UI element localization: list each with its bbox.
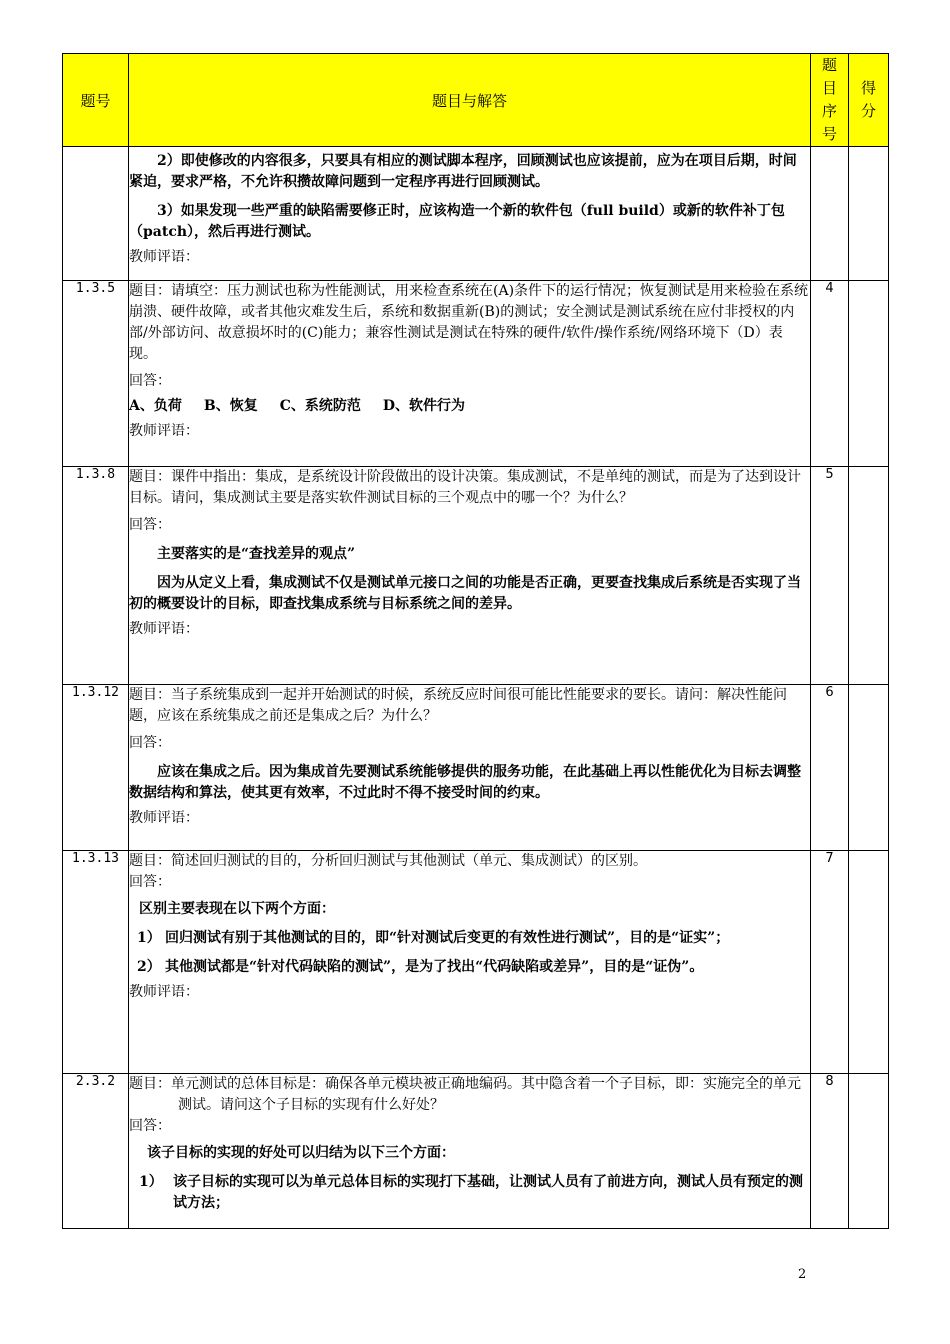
row-score (849, 147, 889, 281)
row-seq: 7 (811, 851, 849, 1074)
table-row (63, 851, 889, 1074)
row-seq: 4 (811, 281, 849, 467)
answer-label: 回答： (129, 517, 171, 533)
answer-text: 应该在集成之后。因为集成首先要测试系统能够提供的服务功能，在此基础上再以性能优化为目标去调整数据结构和算法，使其更有效率，不过此时不得不接受时间的约束。 (129, 764, 801, 801)
teacher-comment: 教师评语： (129, 423, 199, 439)
answer-text: 2）即使修改的内容很多，只要具有相应的测试脚本程序，回顾测试也应该提前，应为在项目后期，时间紧迫，要求严格，不允许积攒故障问题到一定程序再进行回顾测试。 (129, 153, 797, 190)
question-text: 题目：课件中指出：集成，是系统设计阶段做出的设计决策。集成测试，不是单纯的测试，而是为了达到设计目标。请问，集成测试主要是落实软件测试目标的三个观点中的哪一个？为什么？ (129, 469, 801, 506)
table-row (63, 1074, 889, 1229)
header-seq: 题 目 序 号 (811, 54, 849, 147)
table-row (63, 685, 889, 851)
row-content (129, 467, 811, 685)
header-row (63, 54, 889, 147)
teacher-comment: 教师评语： (129, 621, 199, 637)
row-score (849, 851, 889, 1074)
question-text: 题目：当子系统集成到一起并开始测试的时候，系统反应时间很可能比性能要求的要长。请问：解决性能问题，应该在系统集成之前还是集成之后？为什么？ (129, 687, 787, 724)
answer-label: 回答： (129, 1118, 171, 1134)
row-content (129, 281, 811, 467)
table-row (63, 467, 889, 685)
row-score (849, 467, 889, 685)
answer-list-item: 1） 该子目标的实现可以为单元总体目标的实现打下基础，让测试人员有了前进方向，测试人员有预定的测试方法； (139, 1174, 803, 1211)
row-score (849, 685, 889, 851)
teacher-comment: 教师评语： (129, 249, 199, 265)
teacher-comment: 教师评语： (129, 984, 199, 1000)
row-score (849, 281, 889, 467)
answer-list-item: 2） 其他测试都是“针对代码缺陷的测试”，是为了找出“代码缺陷或差异”，目的是“证伪”。 (137, 959, 704, 975)
table-row (63, 281, 889, 467)
row-seq: 8 (811, 1074, 849, 1229)
answer-text: 3）如果发现一些严重的缺陷需要修正时，应该构造一个新的软件包（full build）或新的软件补丁包（patch），然后再进行测试。 (129, 203, 785, 240)
question-text: 题目：单元测试的总体目标是：确保各单元模块被正确地编码。其中隐含着一个子目标，即：实施完全的单元测试。请问这个子目标的实现有什么好处？ (129, 1076, 801, 1113)
answer-label: 回答： (129, 874, 171, 890)
row-seq: 5 (811, 467, 849, 685)
teacher-comment: 教师评语： (129, 810, 199, 826)
answer-label: 回答： (129, 735, 171, 751)
answer-text: 主要落实的是“查找差异的观点” (157, 546, 356, 562)
question-text: 题目：请填空：压力测试也称为性能测试，用来检查系统在(A)条件下的运行情况；恢复测试是用来检验在系统崩溃、硬件故障，或者其他灾难发生后，系统和数据重新(B)的测试；安全测试是测试系统在应付非授权的内部/外部访问、故意损坏时的(C)能力；兼容性测试是测试在特殊的硬件/软件/操作系统/网络环境下（D）表现。 (129, 283, 809, 362)
question-text: 题目：简述回归测试的目的，分析回归测试与其他测试（单元、集成测试）的区别。 (129, 853, 647, 869)
row-num (63, 147, 129, 281)
row-seq: 6 (811, 685, 849, 851)
row-num: 1.3.5 (63, 281, 129, 467)
header-num: 题号 (63, 54, 129, 147)
table-row (63, 147, 889, 281)
row-num: 1.3.8 (63, 467, 129, 685)
answer-options: A、负荷 B、恢复 C、系统防范 D、软件行为 (129, 398, 466, 414)
header-score: 得 分 (849, 54, 889, 147)
row-score (849, 1074, 889, 1229)
row-num: 1.3.13 (63, 851, 129, 1074)
answer-intro: 该子目标的实现的好处可以归结为以下三个方面： (147, 1145, 455, 1161)
answer-list-item: 1） 回归测试有别于其他测试的目的，即“针对测试后变更的有效性进行测试”，目的是“证实”； (137, 930, 730, 946)
row-content (129, 1074, 811, 1229)
row-content (129, 851, 811, 1074)
answer-text: 因为从定义上看，集成测试不仅是测试单元接口之间的功能是否正确，更要查找集成后系统是否实现了当初的概要设计的目标，即查找集成系统与目标系统之间的差异。 (129, 575, 801, 612)
answer-label: 回答： (129, 373, 171, 389)
answer-intro: 区别主要表现在以下两个方面： (139, 901, 335, 917)
row-content (129, 147, 811, 281)
header-content: 题目与解答 (129, 54, 811, 147)
row-content (129, 685, 811, 851)
row-num: 2.3.2 (63, 1074, 129, 1229)
page-number: 2 (798, 1267, 807, 1282)
assignment-table (62, 53, 889, 1229)
row-num: 1.3.12 (63, 685, 129, 851)
row-seq (811, 147, 849, 281)
